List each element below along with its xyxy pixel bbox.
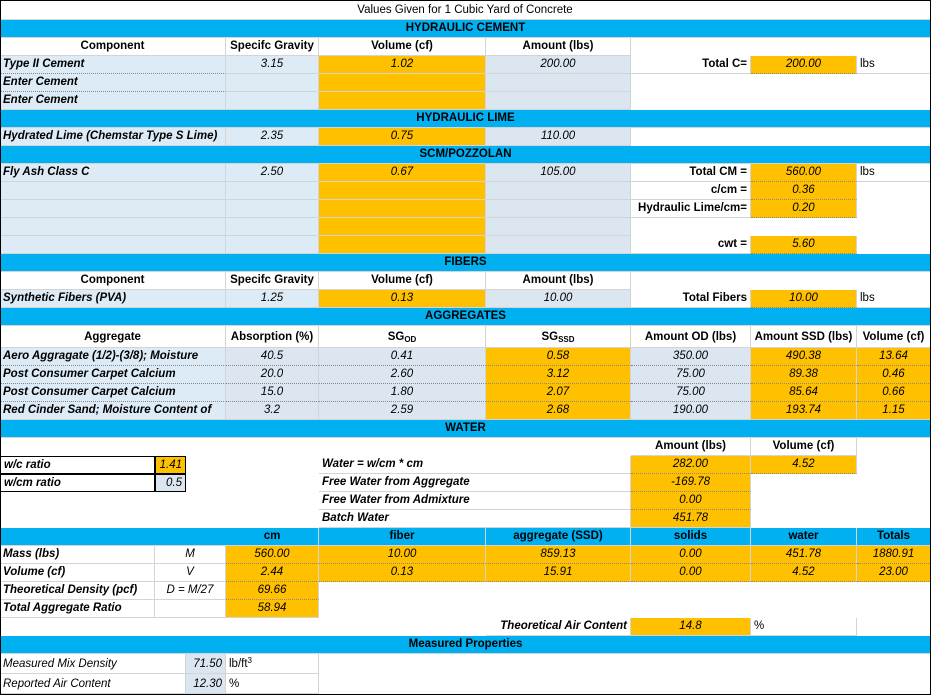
aggregate-sgod-cell[interactable]: 2.60 [319,366,486,384]
scm-empty-cell[interactable] [226,218,319,236]
scm-empty-cell[interactable] [0,200,226,218]
density-unit-sup: 3 [247,656,252,665]
aggregate-absorption-cell[interactable]: 3.2 [226,402,319,420]
water-volume-cell[interactable]: 4.52 [751,456,857,474]
col-header-sg: Specifc Gravity [226,38,319,56]
total-cm-value[interactable]: 560.00 [751,164,857,182]
lime-cm-label: Hydraulic Lime/cm= [631,200,751,218]
cement-name-cell[interactable]: Type II Cement [0,56,226,74]
aggregate-name-cell[interactable]: Aero Aggragate (1/2)-(3/8); Moisture [0,348,226,366]
fiber-amount-cell[interactable]: 10.00 [486,290,631,308]
mass-aggregate-cell[interactable]: 859.13 [486,546,631,564]
aggregate-od-cell[interactable]: 75.00 [631,366,751,384]
aggregate-absorption-cell[interactable]: 15.0 [226,384,319,402]
col-header-volume-cf: Volume (cf) [857,326,931,348]
section-water: WATER [0,420,931,438]
scm-empty-cell[interactable] [0,182,226,200]
lime-amount-cell[interactable]: 110.00 [486,128,631,146]
total-fibers-label: Total Fibers [631,290,751,308]
total-fibers-value[interactable]: 10.00 [751,290,857,308]
water-row-label: Batch Water [319,510,631,528]
scm-empty-cell[interactable] [0,236,226,254]
volume-label: Volume (cf) [0,564,155,582]
aggregate-sgod-cell[interactable]: 1.80 [319,384,486,402]
col-header-volume: Volume (cf) [319,272,486,290]
col-header-amount: Amount (lbs) [486,38,631,56]
scm-empty-cell[interactable] [486,182,631,200]
volume-aggregate-cell[interactable]: 15.91 [486,564,631,582]
sg-od-text: SG [387,331,405,343]
scm-empty-cell[interactable] [319,200,486,218]
scm-amount-cell[interactable]: 105.00 [486,164,631,182]
water-row-label: Water = w/cm * cm [319,456,631,474]
wcm-ratio-label: w/cm ratio [0,474,155,492]
density-unit-text: lb/ft [229,658,248,670]
section-hydraulic-cement: HYDRAULIC CEMENT [0,20,931,38]
mass-cm-cell[interactable]: 560.00 [226,546,319,564]
section-hydraulic-lime: HYDRAULIC LIME [0,110,931,128]
cement-volume-cell[interactable]: 1.02 [319,56,486,74]
aggregate-sgssd-cell[interactable]: 3.12 [486,366,631,384]
measured-density-unit [226,654,319,674]
section-fibers: FIBERS [0,254,931,272]
sheet-title: Values Given for 1 Cubic Yard of Concrete [0,2,931,20]
aggregate-vol-cell[interactable]: 0.66 [857,384,931,402]
theoretical-air-label: Theoretical Air Content [486,618,631,636]
scm-volume-cell[interactable]: 0.67 [319,164,486,182]
water-amount-header: Amount (lbs) [631,438,751,456]
theoretical-air-unit: % [751,618,857,636]
volume-total-cell[interactable]: 23.00 [857,564,931,582]
mass-total-cell[interactable]: 1880.91 [857,546,931,564]
aggregate-od-cell[interactable]: 75.00 [631,384,751,402]
col-header-amount: Amount (lbs) [486,272,631,290]
aggregate-sgod-cell[interactable]: 2.59 [319,402,486,420]
cement-amount-cell[interactable] [486,92,631,110]
aggregate-od-cell[interactable]: 350.00 [631,348,751,366]
scm-empty-cell[interactable] [319,236,486,254]
lime-cm-value[interactable]: 0.20 [751,200,857,218]
scm-empty-cell[interactable] [0,218,226,236]
water-amount-cell[interactable]: -169.78 [631,474,751,492]
aggregate-sgssd-cell[interactable]: 2.07 [486,384,631,402]
col-header-sg: Specifc Gravity [226,272,319,290]
scm-empty-cell[interactable] [486,218,631,236]
water-row-label: Free Water from Aggregate [319,474,631,492]
wc-ratio-label: w/c ratio [0,456,155,474]
col-header-amount-ssd: Amount SSD (lbs) [751,326,857,348]
measured-density-label: Measured Mix Density [0,654,186,674]
scm-sg-cell[interactable]: 2.50 [226,164,319,182]
aggregate-ssd-cell[interactable]: 193.74 [751,402,857,420]
mass-water-cell[interactable]: 451.78 [751,546,857,564]
density-label: Theoretical Density (pcf) [0,582,155,600]
aggregate-name-cell[interactable]: Red Cinder Sand; Moisture Content of [0,402,226,420]
col-header-sg-ssd [486,326,631,348]
cement-sg-cell[interactable] [226,92,319,110]
reported-air-unit: % [226,674,319,694]
aggregate-vol-cell[interactable]: 13.64 [857,348,931,366]
aggregate-ssd-cell[interactable]: 85.64 [751,384,857,402]
total-fibers-unit: lbs [857,290,931,308]
summary-col-water: water [751,528,857,546]
lime-name-cell[interactable]: Hydrated Lime (Chemstar Type S Lime) [0,128,226,146]
col-header-component: Component [0,38,226,56]
section-scm-pozzolan: SCM/POZZOLAN [0,146,931,164]
scm-empty-cell[interactable] [319,182,486,200]
summary-col-fiber: fiber [319,528,486,546]
volume-water-cell[interactable]: 4.52 [751,564,857,582]
aggregate-sgssd-cell[interactable]: 0.58 [486,348,631,366]
aggregate-sgod-cell[interactable]: 0.41 [319,348,486,366]
aggregate-absorption-cell[interactable]: 40.5 [226,348,319,366]
sg-ssd-text: SG [541,331,559,343]
c-cm-label: c/cm = [631,182,751,200]
lime-volume-cell[interactable]: 0.75 [319,128,486,146]
density-value[interactable]: 69.66 [226,582,319,600]
cement-name-cell[interactable]: Enter Cement [0,74,226,92]
aggregate-ssd-cell[interactable]: 490.38 [751,348,857,366]
water-amount-cell[interactable]: 451.78 [631,510,751,528]
scm-empty-cell[interactable] [226,182,319,200]
cwt-label: cwt = [631,236,751,254]
col-header-absorption: Absorption (%) [226,326,319,348]
scm-name-cell[interactable]: Fly Ash Class C [0,164,226,182]
aggregate-ratio-value[interactable]: 58.94 [226,600,319,618]
summary-col-aggregate: aggregate (SSD) [486,528,631,546]
aggregate-vol-cell[interactable]: 1.15 [857,402,931,420]
cement-volume-cell[interactable] [319,74,486,92]
mass-fiber-cell[interactable]: 10.00 [319,546,486,564]
section-aggregates: AGGREGATES [0,308,931,326]
theoretical-air-value[interactable]: 14.8 [631,618,751,636]
volume-symbol: V [155,564,226,582]
fiber-volume-cell[interactable]: 0.13 [319,290,486,308]
scm-empty-cell[interactable] [319,218,486,236]
reported-air-label: Reported Air Content [0,674,186,694]
col-header-sg-od [319,326,486,348]
mass-symbol: M [155,546,226,564]
mass-solids-cell[interactable]: 0.00 [631,546,751,564]
total-cm-unit: lbs [857,164,931,182]
aggregate-name-cell[interactable]: Post Consumer Carpet Calcium [0,384,226,402]
aggregate-od-cell[interactable]: 190.00 [631,402,751,420]
aggregate-sgssd-cell[interactable]: 2.68 [486,402,631,420]
section-measured-properties: Measured Properties [0,636,931,654]
measured-density-value[interactable]: 71.50 [186,654,226,674]
water-volume-header: Volume (cf) [751,438,857,456]
c-cm-value[interactable]: 0.36 [751,182,857,200]
fiber-sg-cell[interactable]: 1.25 [226,290,319,308]
mass-label: Mass (lbs) [0,546,155,564]
aggregate-name-cell[interactable]: Post Consumer Carpet Calcium [0,366,226,384]
volume-cm-cell[interactable]: 2.44 [226,564,319,582]
cement-amount-cell[interactable] [486,74,631,92]
water-amount-cell[interactable]: 0.00 [631,492,751,510]
cement-sg-cell[interactable]: 3.15 [226,56,319,74]
aggregate-ssd-cell[interactable]: 89.38 [751,366,857,384]
cement-name-cell[interactable]: Enter Cement [0,92,226,110]
col-header-amount-od: Amount OD (lbs) [631,326,751,348]
scm-empty-cell[interactable] [226,236,319,254]
cement-sg-cell[interactable] [226,74,319,92]
fiber-name-cell[interactable]: Synthetic Fibers (PVA) [0,290,226,308]
total-cm-label: Total CM = [631,164,751,182]
total-c-unit: lbs [857,56,931,74]
wc-ratio-value[interactable]: 1.41 [155,456,186,474]
volume-solids-cell[interactable]: 0.00 [631,564,751,582]
summary-col-solids: solids [631,528,751,546]
aggregate-absorption-cell[interactable]: 20.0 [226,366,319,384]
cwt-value[interactable]: 5.60 [751,236,857,254]
summary-col-totals: Totals [857,528,931,546]
scm-empty-cell[interactable] [226,200,319,218]
density-formula: D = M/27 [155,582,226,600]
reported-air-value[interactable]: 12.30 [186,674,226,694]
lime-sg-cell[interactable]: 2.35 [226,128,319,146]
cement-amount-cell[interactable]: 200.00 [486,56,631,74]
volume-fiber-cell[interactable]: 0.13 [319,564,486,582]
total-c-value[interactable]: 200.00 [751,56,857,74]
cement-volume-cell[interactable] [319,92,486,110]
sg-ssd-sub: SSD [558,335,575,344]
sg-od-sub: OD [404,335,417,344]
col-header-volume: Volume (cf) [319,38,486,56]
aggregate-ratio-label: Total Aggregate Ratio [0,600,155,618]
water-row-label: Free Water from Admixture [319,492,631,510]
scm-empty-cell[interactable] [486,236,631,254]
empty-cell [155,600,226,618]
summary-col-cm: cm [226,528,319,546]
total-c-label: Total C= [631,56,751,74]
col-header-aggregate: Aggregate [0,326,226,348]
water-amount-cell[interactable]: 282.00 [631,456,751,474]
scm-empty-cell[interactable] [486,200,631,218]
col-header-component: Component [0,272,226,290]
aggregate-vol-cell[interactable]: 0.46 [857,366,931,384]
wcm-ratio-value[interactable]: 0.5 [155,474,186,492]
